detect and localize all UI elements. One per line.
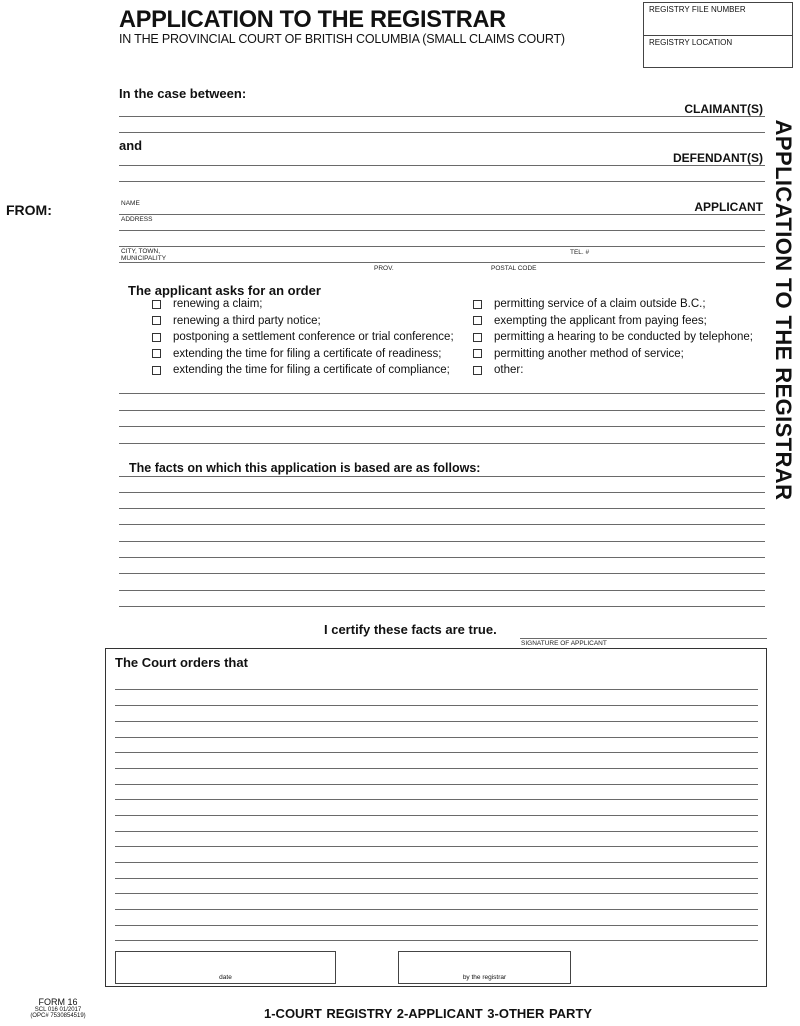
and-label: and: [119, 138, 143, 153]
claimant-line-1[interactable]: [119, 116, 765, 117]
opc-number: (OPC# 7530854519): [30, 1013, 86, 1019]
option-renewing-claim[interactable]: [152, 296, 454, 313]
applicant-label: APPLICANT: [694, 200, 763, 214]
option-label: permitting another method of service;: [494, 347, 684, 360]
court-order-line[interactable]: [115, 925, 758, 926]
signature-label: SIGNATURE OF APPLICANT: [521, 640, 607, 647]
side-title-text: APPLICATION TO THE REGISTRAR: [771, 119, 796, 501]
option-exempt-fees[interactable]: [473, 313, 753, 330]
court-order-line[interactable]: [115, 768, 758, 769]
option-service-outside-bc[interactable]: [473, 296, 753, 313]
registrar-signature-field[interactable]: [398, 951, 571, 984]
option-telephone-hearing[interactable]: [473, 329, 753, 346]
court-order-line[interactable]: [115, 737, 758, 738]
option-renewing-third-party-notice[interactable]: [152, 313, 454, 330]
court-order-line[interactable]: [115, 799, 758, 800]
facts-heading: The facts on which this application is based are as follows:: [129, 461, 481, 475]
registry-file-number-field[interactable]: [644, 3, 792, 35]
court-order-line[interactable]: [115, 846, 758, 847]
court-order-line[interactable]: [115, 784, 758, 785]
form-code: SCL 016 01/2017: [34, 1007, 82, 1013]
option-label: extending the time for filing a certificate of readiness;: [173, 347, 442, 360]
court-order-line[interactable]: [115, 689, 758, 690]
case-between-label: In the case between:: [119, 86, 247, 101]
claimant-label: CLAIMANT(S): [684, 102, 763, 116]
court-order-line[interactable]: [115, 705, 758, 706]
form-identifier: [8, 997, 108, 1019]
option-label: exempting the applicant from paying fees;: [494, 314, 707, 327]
registry-box: [643, 2, 793, 68]
other-line[interactable]: [119, 426, 765, 427]
court-order-line[interactable]: [115, 752, 758, 753]
defendant-line-2[interactable]: [119, 181, 765, 182]
option-label: renewing a third party notice;: [173, 314, 321, 327]
date-label: date: [219, 974, 232, 981]
checkbox-icon[interactable]: [152, 300, 161, 309]
checkbox-icon[interactable]: [152, 333, 161, 342]
option-postponing-conference[interactable]: [152, 329, 454, 346]
option-label: renewing a claim;: [173, 298, 263, 310]
checkbox-icon[interactable]: [473, 366, 482, 375]
facts-line[interactable]: [119, 508, 765, 509]
checkbox-icon[interactable]: [473, 349, 482, 358]
signature-line[interactable]: [520, 638, 767, 639]
order-request-heading: The applicant asks for an order: [128, 283, 321, 298]
checkbox-icon[interactable]: [152, 366, 161, 375]
court-order-line[interactable]: [115, 721, 758, 722]
city-line[interactable]: [119, 262, 765, 263]
option-extend-compliance[interactable]: [152, 362, 454, 379]
facts-line[interactable]: [119, 541, 765, 542]
city-label-2: MUNICIPALITY: [121, 255, 167, 262]
checkbox-icon[interactable]: [152, 349, 161, 358]
court-orders-box: [105, 648, 767, 987]
form-number: FORM 16: [38, 997, 78, 1007]
checkbox-icon[interactable]: [473, 316, 482, 325]
from-label: FROM:: [6, 202, 52, 218]
copy-distribution: 1-COURT REGISTRY 2-APPLICANT 3-OTHER PARTY: [264, 1006, 593, 1021]
other-line[interactable]: [119, 443, 765, 444]
address-line-2[interactable]: [119, 246, 765, 247]
option-label: permitting service of a claim outside B.C.;: [494, 298, 706, 310]
registry-location-label: REGISTRY LOCATION: [649, 38, 733, 47]
city-label-1: CITY, TOWN,: [121, 248, 161, 255]
court-order-line[interactable]: [115, 893, 758, 894]
facts-line[interactable]: [119, 557, 765, 558]
registry-location-field[interactable]: [644, 35, 792, 67]
court-order-line[interactable]: [115, 878, 758, 879]
checkbox-icon[interactable]: [473, 300, 482, 309]
registry-file-number-label: REGISTRY FILE NUMBER: [649, 5, 746, 14]
option-label: postponing a settlement conference or trial conference;: [173, 331, 454, 343]
order-options-right: [473, 296, 753, 379]
postal-code-label: POSTAL CODE: [491, 265, 537, 272]
court-order-line[interactable]: [115, 862, 758, 863]
form-title: APPLICATION TO THE REGISTRAR: [119, 6, 506, 33]
form-subtitle: IN THE PROVINCIAL COURT OF BRITISH COLUMBIA (SMALL CLAIMS COURT): [119, 32, 565, 46]
other-line[interactable]: [119, 393, 765, 394]
certify-statement: I certify these facts are true.: [324, 622, 497, 637]
court-order-line[interactable]: [115, 940, 758, 941]
checkbox-icon[interactable]: [152, 316, 161, 325]
court-order-line[interactable]: [115, 909, 758, 910]
defendant-line-1[interactable]: [119, 165, 765, 166]
facts-line[interactable]: [119, 606, 765, 607]
tel-label: TEL. #: [570, 249, 590, 256]
option-other[interactable]: [473, 362, 753, 379]
side-title: [768, 100, 798, 520]
facts-line[interactable]: [119, 590, 765, 591]
checkbox-icon[interactable]: [473, 333, 482, 342]
address-label: ADDRESS: [121, 216, 153, 223]
court-order-line[interactable]: [115, 831, 758, 832]
other-line[interactable]: [119, 410, 765, 411]
option-other-service-method[interactable]: [473, 346, 753, 363]
facts-line[interactable]: [119, 573, 765, 574]
claimant-line-2[interactable]: [119, 132, 765, 133]
name-line[interactable]: [119, 214, 765, 215]
facts-line[interactable]: [119, 476, 765, 477]
option-label: other:: [494, 364, 524, 376]
date-field[interactable]: [115, 951, 336, 984]
facts-line[interactable]: [119, 524, 765, 525]
facts-line[interactable]: [119, 492, 765, 493]
court-order-line[interactable]: [115, 815, 758, 816]
defendant-label: DEFENDANT(S): [673, 151, 763, 165]
address-line-1[interactable]: [119, 230, 765, 231]
name-label: NAME: [121, 200, 140, 207]
option-label: permitting a hearing to be conducted by telephone;: [494, 331, 753, 343]
prov-label: PROV.: [374, 265, 394, 272]
order-options-left: [152, 296, 454, 379]
option-label: extending the time for filing a certificate of compliance;: [173, 364, 450, 376]
option-extend-readiness[interactable]: [152, 346, 454, 363]
registrar-label: by the registrar: [462, 974, 507, 981]
court-orders-heading: The Court orders that: [115, 655, 248, 670]
